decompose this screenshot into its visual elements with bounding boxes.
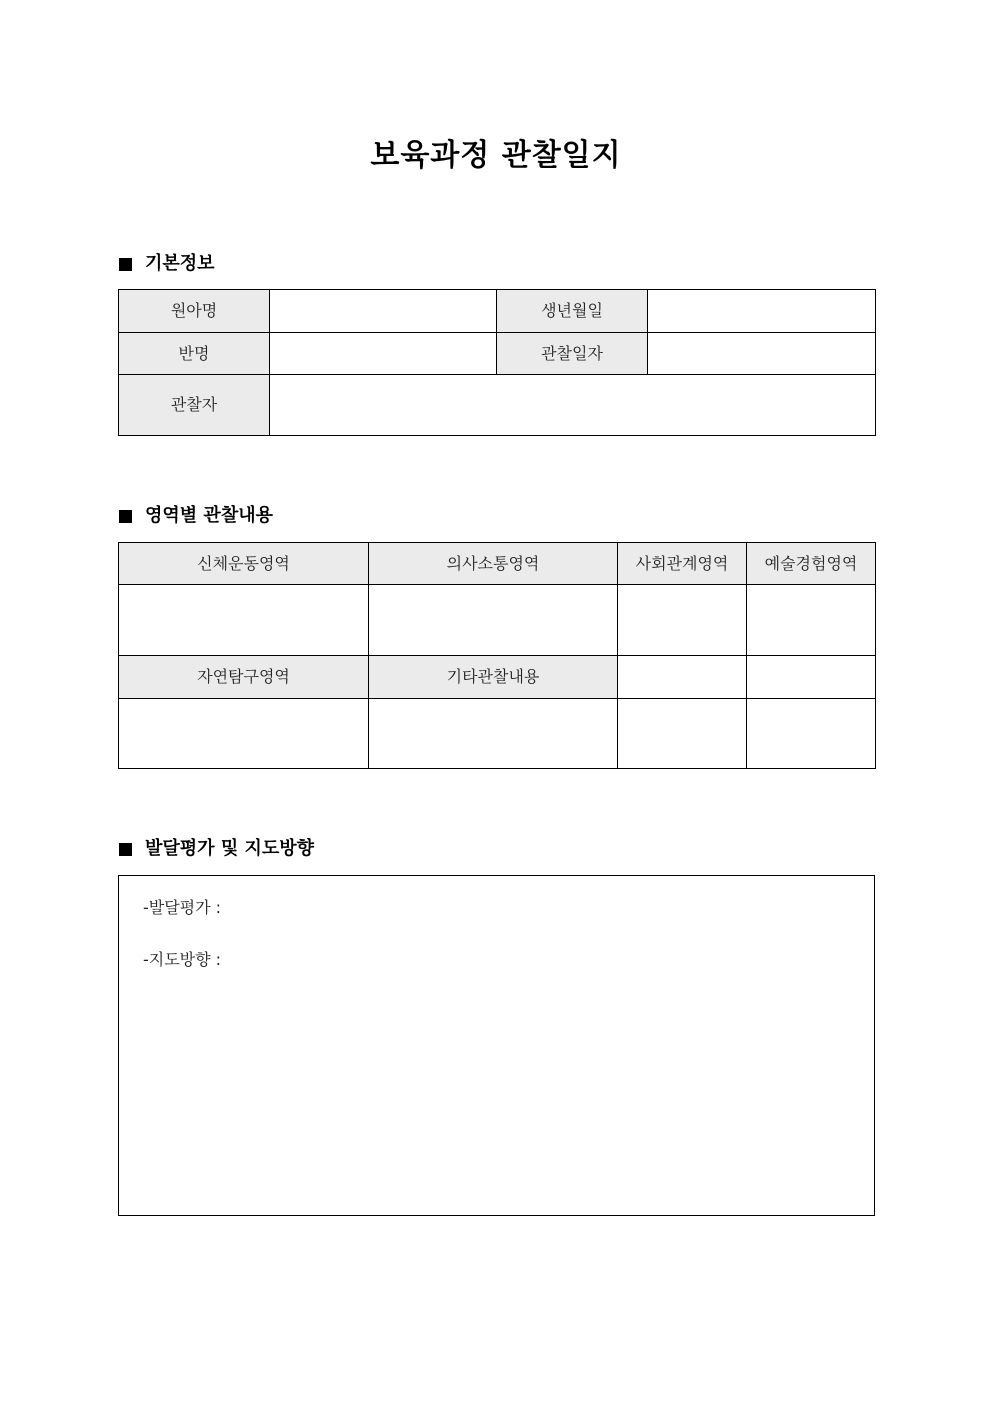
table-row bbox=[119, 656, 876, 699]
black-square-icon bbox=[119, 510, 132, 523]
class-name-field[interactable] bbox=[270, 333, 497, 375]
art-domain-header: 예술경험영역 bbox=[747, 543, 876, 585]
other-observation-header: 기타관찰내용 bbox=[369, 656, 618, 699]
black-square-icon bbox=[119, 258, 132, 271]
birth-date-field[interactable] bbox=[648, 290, 876, 333]
communication-domain-content[interactable] bbox=[369, 585, 618, 656]
table-row bbox=[119, 333, 876, 375]
nature-domain-content[interactable] bbox=[119, 699, 369, 769]
empty-content-cell-4[interactable] bbox=[747, 699, 876, 769]
communication-domain-header: 의사소통영역 bbox=[369, 543, 618, 585]
observer-label: 관찰자 bbox=[119, 375, 270, 436]
table-row bbox=[119, 543, 876, 585]
empty-header-cell-3 bbox=[618, 656, 747, 699]
section-heading-basic-info bbox=[119, 252, 215, 276]
table-row bbox=[119, 375, 876, 436]
section-heading-basic-info-text: 기본정보 bbox=[145, 253, 215, 274]
black-square-icon bbox=[119, 843, 132, 856]
section-heading-evaluation bbox=[119, 837, 314, 861]
observation-date-label: 관찰일자 bbox=[497, 333, 648, 375]
table-row bbox=[119, 699, 876, 769]
physical-domain-header: 신체운동영역 bbox=[119, 543, 369, 585]
class-name-label: 반명 bbox=[119, 333, 270, 375]
table-row bbox=[119, 585, 876, 656]
child-name-field[interactable] bbox=[270, 290, 497, 333]
section-heading-domain-observation bbox=[119, 504, 273, 528]
basic-info-table bbox=[118, 289, 876, 436]
guidance-direction-label: -지도방향 : bbox=[143, 950, 222, 969]
nature-domain-header: 자연탐구영역 bbox=[119, 656, 369, 699]
observation-date-field[interactable] bbox=[648, 333, 876, 375]
child-name-label: 원아명 bbox=[119, 290, 270, 333]
art-domain-content[interactable] bbox=[747, 585, 876, 656]
social-domain-header: 사회관계영역 bbox=[618, 543, 747, 585]
page-title: 보육과정 관찰일지 bbox=[370, 138, 622, 173]
empty-content-cell-3[interactable] bbox=[618, 699, 747, 769]
birth-date-label: 생년월일 bbox=[497, 290, 648, 333]
other-observation-content[interactable] bbox=[369, 699, 618, 769]
observer-field[interactable] bbox=[270, 375, 876, 436]
table-row bbox=[119, 290, 876, 333]
domain-observation-table bbox=[118, 542, 876, 769]
empty-header-cell-4 bbox=[747, 656, 876, 699]
section-heading-domain-observation-text: 영역별 관찰내용 bbox=[145, 505, 273, 526]
social-domain-content[interactable] bbox=[618, 585, 747, 656]
section-heading-evaluation-text: 발달평가 및 지도방향 bbox=[145, 838, 315, 859]
development-evaluation-label: -발달평가 : bbox=[143, 898, 222, 917]
physical-domain-content[interactable] bbox=[119, 585, 369, 656]
evaluation-box[interactable] bbox=[118, 875, 875, 1216]
